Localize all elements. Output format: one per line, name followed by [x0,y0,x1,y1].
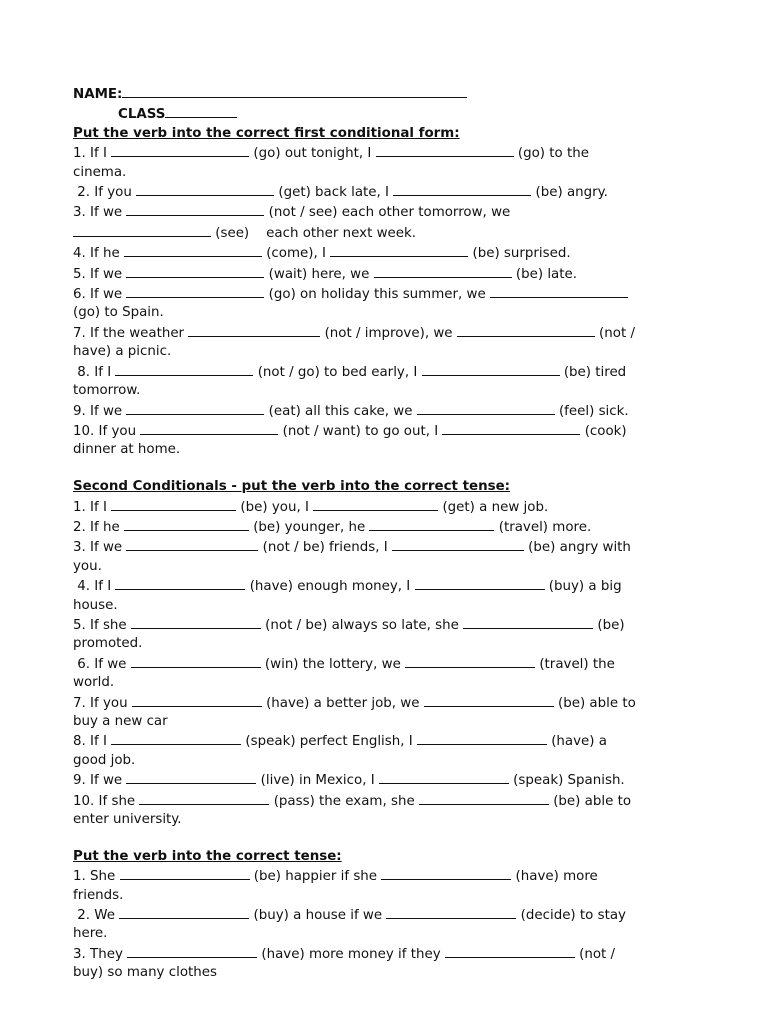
exercise-item-cont: house. [73,597,118,613]
answer-blank[interactable] [131,615,261,629]
section-first-title: Put the verb into the correct first conditional form: [73,125,460,141]
exercise-item: 5. If she (not / be) always so late, she (be) [73,615,703,635]
exercise-item: 6. If we (go) on holiday this summer, we [73,284,703,304]
answer-blank[interactable] [463,615,593,629]
answer-blank[interactable] [188,323,320,337]
worksheet-content [73,84,703,983]
exercise-item-cont: good job. [73,752,136,768]
exercise-item-cont: you. [73,558,102,574]
exercise-item: 2. If he (be) younger, he (travel) more. [73,517,703,537]
class-label: CLASS [118,107,166,123]
answer-blank[interactable] [313,497,438,511]
exercise-item: 7. If the weather (not / improve), we (not / [73,323,703,343]
answer-blank[interactable] [136,182,274,196]
answer-blank[interactable] [124,517,249,531]
answer-blank[interactable] [381,866,511,880]
exercise-item: 4. If I (have) enough money, I (buy) a big [73,576,703,596]
answer-blank[interactable] [369,517,494,531]
class-line [73,104,703,124]
exercise-item: 2. We (buy) a house if we (decide) to stay [73,905,703,925]
answer-blank[interactable] [124,243,262,257]
class-blank[interactable] [165,104,237,118]
section-gap [73,460,703,478]
name-label: NAME: [73,87,123,102]
name-line [73,84,703,104]
answer-blank[interactable] [424,693,554,707]
exercise-item: 8. If I (speak) perfect English, I (have) a [73,731,703,751]
answer-blank[interactable] [126,284,264,298]
exercise-item: 1. If I (go) out tonight, I (go) to the [73,143,703,163]
exercise-item: 4. If he (come), I (be) surprised. [73,243,703,263]
answer-blank[interactable] [490,284,628,298]
answer-blank[interactable] [73,223,211,237]
exercise-item: 5. If we (wait) here, we (be) late. [73,264,703,284]
exercise-item-cont: (go) to Spain. [73,305,164,321]
exercise-item-cont: (see) each other next week. [73,223,703,243]
exercise-item: 1. She (be) happier if she (have) more [73,866,703,886]
answer-blank[interactable] [126,401,264,415]
exercise-item: 6. If we (win) the lottery, we (travel) the [73,654,703,674]
answer-blank[interactable] [330,243,468,257]
answer-blank[interactable] [111,143,249,157]
exercise-item-cont: tomorrow. [73,383,141,399]
answer-blank[interactable] [393,182,531,196]
answer-blank[interactable] [417,401,555,415]
section-third-title: Put the verb into the correct tense: [73,848,342,864]
section-gap [73,829,703,847]
exercise-item-cont: cinema. [73,164,127,180]
answer-blank[interactable] [115,362,253,376]
exercise-item: 3. They (have) more money if they (not / [73,944,703,964]
exercise-item: 10. If she (pass) the exam, she (be) able to [73,791,703,811]
answer-blank[interactable] [419,791,549,805]
answer-blank[interactable] [386,905,516,919]
exercise-item: 1. If I (be) you, I (get) a new job. [73,497,703,517]
section-second-title: Second Conditionals - put the verb into the correct tense: [73,479,511,495]
answer-blank[interactable] [417,731,547,745]
exercise-item: 10. If you (not / want) to go out, I (cook) [73,421,703,441]
answer-blank[interactable] [126,202,264,216]
answer-blank[interactable] [126,770,256,784]
answer-blank[interactable] [111,731,241,745]
name-blank[interactable] [122,84,467,98]
answer-blank[interactable] [126,537,258,551]
exercise-item: 3. If we (not / see) each other tomorrow, we [73,202,703,222]
answer-blank[interactable] [379,770,509,784]
answer-blank[interactable] [127,944,257,958]
exercise-item: 9. If we (eat) all this cake, we (feel) sick. [73,401,703,421]
exercise-item-cont: dinner at home. [73,442,181,458]
answer-blank[interactable] [445,944,575,958]
exercise-item: 3. If we (not / be) friends, I (be) angry with [73,537,703,557]
exercise-item-cont: here. [73,926,108,942]
answer-blank[interactable] [120,866,250,880]
answer-blank[interactable] [442,421,580,435]
answer-blank[interactable] [415,576,545,590]
exercise-item-cont: have) a picnic. [73,344,172,360]
answer-blank[interactable] [140,421,278,435]
exercise-item-cont: promoted. [73,636,143,652]
answer-blank[interactable] [131,654,261,668]
exercise-item: 8. If I (not / go) to bed early, I (be) tired [73,362,703,382]
exercise-item: 7. If you (have) a better job, we (be) able to [73,693,703,713]
answer-blank[interactable] [111,497,236,511]
answer-blank[interactable] [115,576,245,590]
exercise-item-cont: friends. [73,887,124,903]
exercise-item-cont: enter university. [73,812,182,828]
answer-blank[interactable] [139,791,269,805]
answer-blank[interactable] [457,323,595,337]
answer-blank[interactable] [392,537,524,551]
exercise-item-cont: buy) so many clothes [73,965,217,981]
answer-blank[interactable] [132,693,262,707]
exercise-item: 2. If you (get) back late, I (be) angry. [73,182,703,202]
answer-blank[interactable] [376,143,514,157]
answer-blank[interactable] [422,362,560,376]
answer-blank[interactable] [119,905,249,919]
answer-blank[interactable] [405,654,535,668]
exercise-item-cont: buy a new car [73,713,168,729]
exercise-item-cont: world. [73,675,115,691]
answer-blank[interactable] [374,264,512,278]
exercise-item: 9. If we (live) in Mexico, I (speak) Spanish. [73,770,703,790]
answer-blank[interactable] [126,264,264,278]
